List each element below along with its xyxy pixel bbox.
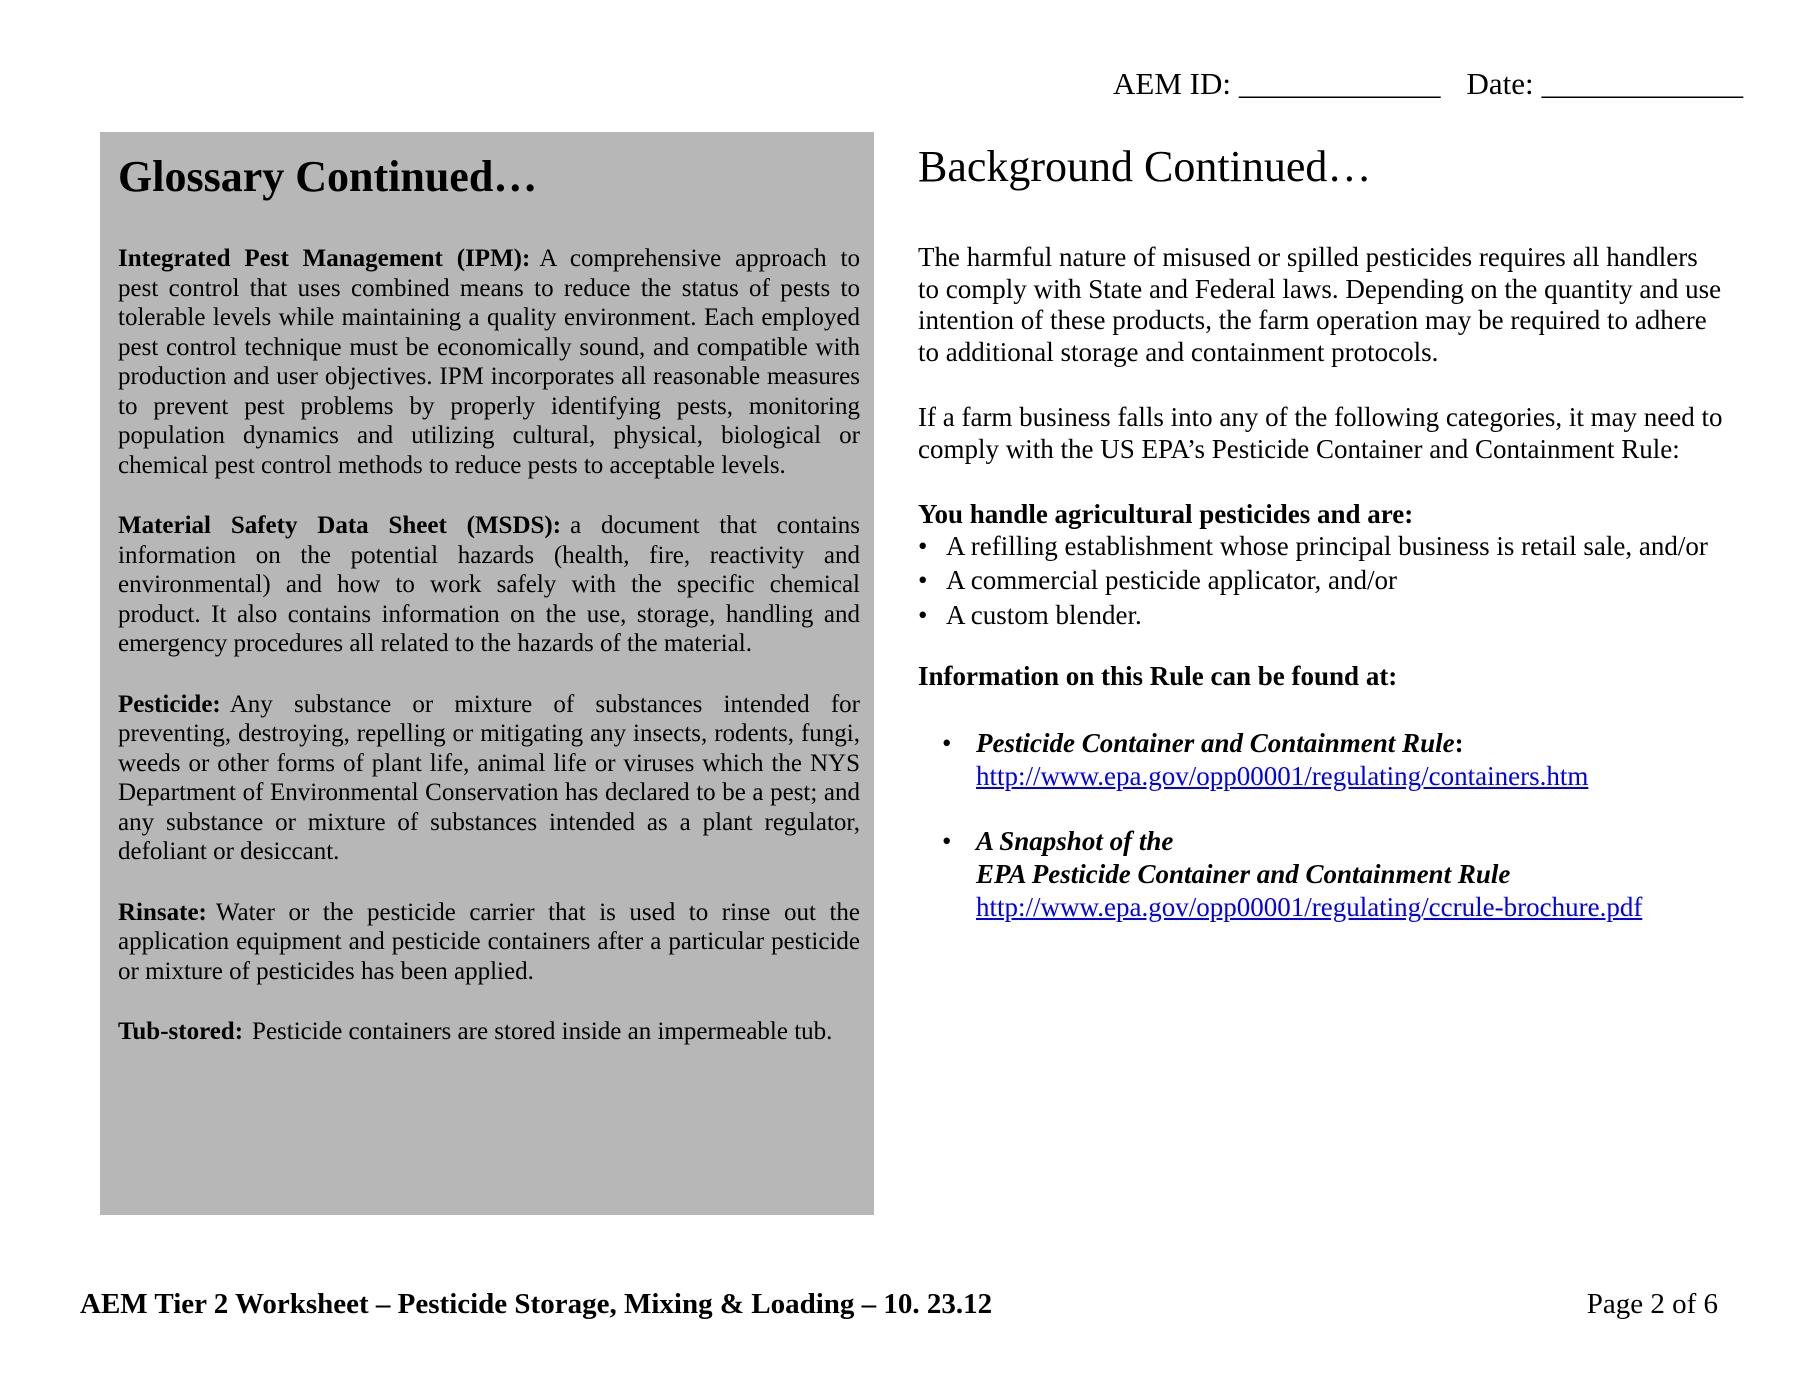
resource-title: Pesticide Container and Containment Rule: [976, 727, 1464, 758]
glossary-entry-rinsate [118, 898, 860, 987]
resource-item-brochure [942, 825, 1724, 924]
resource-title-line-2: EPA Pesticide Container and Containment Rule [976, 858, 1511, 889]
resource-list [942, 727, 1724, 924]
glossary-definition-msds: a document that contains information on the potential hazards (health, fire, reactivity and environmental) and how to work safely with the specific chemical product. It also contains information on the use, storage, handling and emergency procedures all related to the hazards of the material. [118, 512, 860, 657]
background-paragraph-1: The harmful nature of misused or spilled pesticides requires all handlers to comply with State and Federal laws. Depending on the quantity and use intention of these products, the farm operation may be required to adhere to additional storage and containment protocols. [918, 242, 1722, 367]
glossary-definition-ipm: A comprehensive approach to pest control that uses combined means to reduce the status of pests to tolerable levels while maintaining a quality environment. Each employed pest control technique must be economically sound, and compatible with production and user objectives. IPM incorporates all reasonable measures to prevent pest problems by properly identifying pests, monitoring population dynamics and utilizing cultural, physical, biological or chemical pest control methods to reduce pests to acceptable levels. [118, 245, 860, 479]
resource-link-containers[interactable]: http://www.epa.gov/opp00001/regulating/containers.htm [976, 760, 1589, 791]
resource-item-containers [942, 727, 1724, 793]
category-item [918, 600, 1724, 632]
page-footer [80, 1288, 1718, 1321]
glossary-title: Glossary Continued… [118, 152, 538, 201]
glossary-entry-ipm [118, 244, 860, 480]
bullet-icon: • [918, 530, 928, 561]
date-blank: _____________ [1541, 66, 1744, 101]
glossary-term-tub-stored: Tub-stored: [118, 1018, 244, 1045]
glossary-definition-tub-stored: Pesticide containers are stored inside an impermeable tub. [252, 1018, 833, 1045]
category-item [918, 531, 1724, 563]
glossary-definition-pesticide: Any substance or mixture of substances intended for preventing, destroying, repelling or mitigating any insects, rodents, fungi, weeds or other forms of plant life, animal life or viruses which the NYS Department of Environmental Conservation has declared to be a pest; and any substance or mixture of substances intended as a plant regulator, defoliant or desiccant. [118, 690, 860, 865]
background-paragraph-2: If a farm business falls into any of the following categories, it may need to comply with the US EPA’s Pesticide Container and Containment Rule: [918, 402, 1723, 464]
resource-link-brochure[interactable]: http://www.epa.gov/opp00001/regulating/ccrule-brochure.pdf [976, 891, 1643, 922]
category-text: A commercial pesticide applicator, and/or [946, 565, 1397, 595]
glossary-term-ipm: Integrated Pest Management (IPM): [118, 245, 531, 272]
page-number: Page 2 of 6 [1586, 1288, 1718, 1320]
bullet-icon: • [942, 727, 952, 758]
glossary-entry-tub-stored [118, 1017, 860, 1047]
resource-title-line-1: A Snapshot of the [976, 825, 1174, 856]
form-header [1113, 66, 1743, 102]
info-heading: Information on this Rule can be found at: [918, 661, 1398, 691]
glossary-term-pesticide: Pesticide: [118, 690, 221, 718]
bullet-icon: • [942, 825, 952, 856]
bullet-icon: • [918, 599, 928, 630]
categories-heading: You handle agricultural pesticides and are: [918, 499, 1414, 529]
category-text: A refilling establishment whose principal business is retail sale, and/or [946, 530, 1708, 561]
glossary-entry-pesticide [118, 690, 860, 867]
category-item [918, 565, 1724, 597]
aem-id-label: AEM ID: [1113, 66, 1231, 101]
date-label: Date: [1466, 66, 1534, 101]
glossary-entry-msds [118, 511, 860, 659]
glossary-panel [100, 132, 874, 1215]
bullet-icon: • [918, 565, 928, 595]
background-title: Background Continued… [918, 142, 1372, 191]
background-panel [918, 140, 1724, 956]
glossary-term-msds: Material Safety Data Sheet (MSDS): [118, 512, 562, 539]
footer-document-title: AEM Tier 2 Worksheet – Pesticide Storage, Mixing & Loading – 10. 23.12 [80, 1288, 993, 1320]
category-text: A custom blender. [946, 599, 1142, 630]
aem-id-blank: _____________ [1238, 66, 1441, 101]
glossary-definition-rinsate: Water or the pesticide carrier that is used to rinse out the application equipment and pesticide containers after a particular pesticide or mixture of pesticides has been applied. [118, 898, 860, 985]
glossary-term-rinsate: Rinsate: [118, 898, 207, 926]
